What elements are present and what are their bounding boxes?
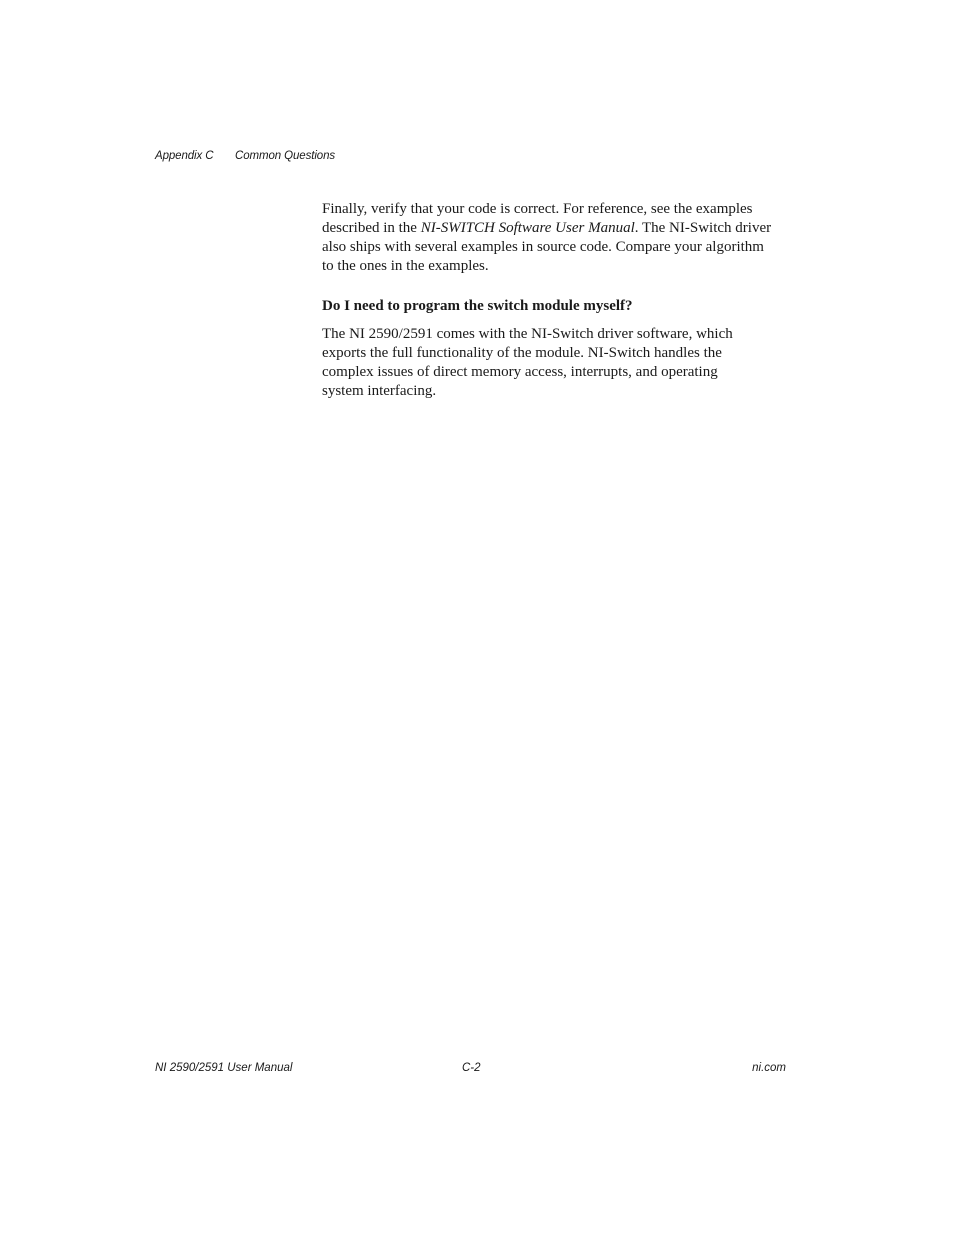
manual-name: NI 2590/2591 User Manual — [155, 1062, 293, 1074]
verification-paragraph — [322, 200, 792, 276]
paragraph-line: exports the full functionality of the module. NI-Switch handles the — [322, 345, 722, 361]
appendix-label: Appendix C — [155, 150, 214, 162]
manual-title-reference: NI-SWITCH Software User Manual — [420, 220, 635, 236]
paragraph-line: complex issues of direct memory access, interrupts, and operating — [322, 364, 718, 380]
page-content — [322, 200, 792, 401]
paragraph-text: . The NI-Switch driver — [634, 220, 772, 236]
paragraph-text: described in the — [322, 220, 421, 236]
paragraph-line: Finally, verify that your code is correct. For reference, see the examples — [322, 201, 753, 217]
paragraph-line: The NI 2590/2591 comes with the NI-Switch driver software, which — [322, 326, 733, 342]
paragraph-line: also ships with several examples in source code. Compare your algorithm — [322, 239, 764, 255]
website-link[interactable]: ni.com — [752, 1062, 786, 1074]
answer-paragraph — [322, 325, 792, 401]
page-footer — [155, 1062, 786, 1078]
section-title: Common Questions — [235, 150, 336, 162]
paragraph-line: system interfacing. — [322, 383, 437, 399]
paragraph-line: to the ones in the examples. — [322, 258, 489, 274]
page-number: C-2 — [462, 1062, 481, 1074]
question-heading: Do I need to program the switch module myself? — [322, 298, 633, 314]
running-header — [155, 150, 336, 162]
